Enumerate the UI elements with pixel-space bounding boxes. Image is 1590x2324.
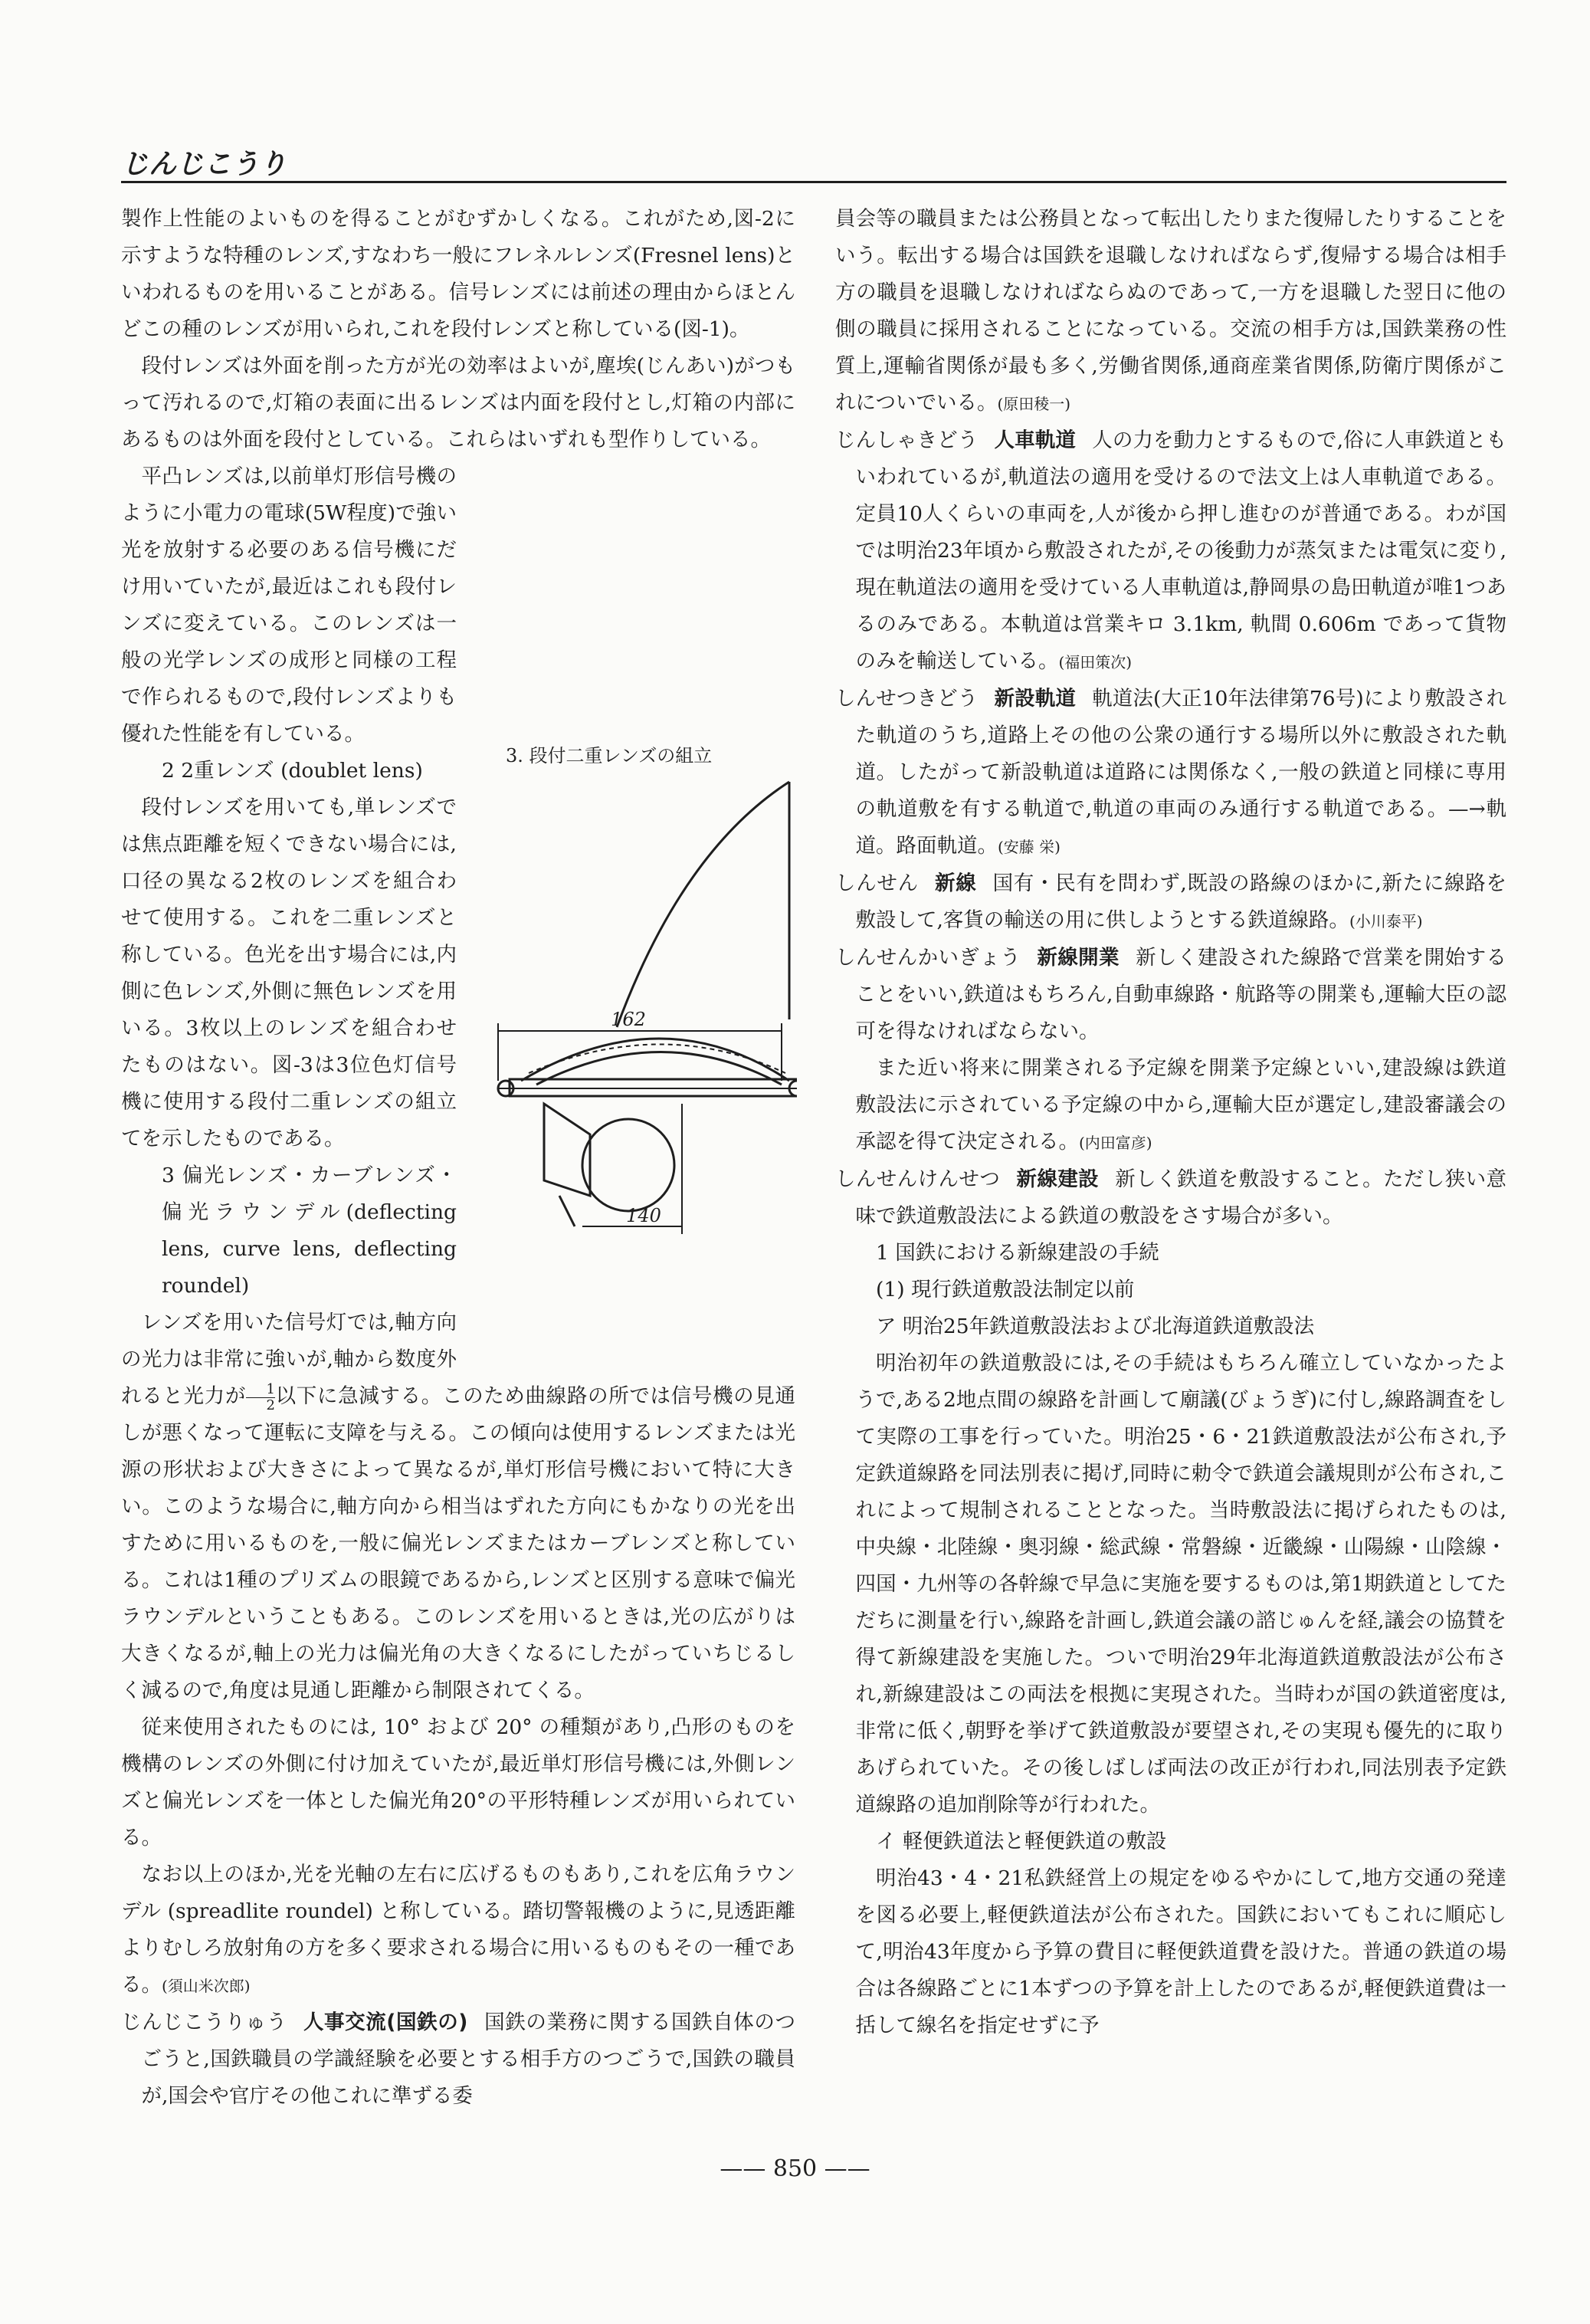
paragraph: 段付レンズは外面を削った方が光の効率はよいが,塵埃(じんあい)がつもって汚れるので,灯箱の表面に出るレンズは内面を段付とし,灯箱の内部にあるものは外面を段付としている。これらはいずれも型作りしている。 (121, 354, 795, 451)
paragraph: 明治43・4・21私鉄経営上の規定をゆるやかにして,地方交通の発達を図る必要上,軽便鉄道法が公布された。国鉄においてもこれに順応して,明治43年度から予算の費目に軽便鉄道費を設けた。普通の鉄道の場合は各線路ごとに1本ずつの予算を計上したのであるが,軽便鉄道費は一括して線名を指定せずに予 (855, 1866, 1506, 2037)
paragraph (121, 1856, 795, 2004)
housing-outline (617, 782, 789, 1027)
lens-assembly-drawing (452, 766, 797, 1242)
header-rule (121, 181, 1506, 183)
paragraph (835, 201, 1506, 422)
entry-headword: 新線開業 (1037, 946, 1120, 970)
right-column (835, 201, 1506, 2044)
section-heading: イ 軽便鉄道法と軽便鉄道の敷設 (876, 1830, 1167, 1853)
entry-reading: しんせんかいぎょう (835, 946, 1021, 970)
entry-headword: 人事交流(国鉄の) (303, 2011, 468, 2034)
page-number: —— 850 —— (720, 2155, 870, 2182)
entry-headword: 新線建設 (1016, 1167, 1100, 1191)
paragraph (835, 1050, 1506, 1161)
entry-reading: しんせんけんせつ (835, 1167, 1001, 1191)
dimension-label-162: 162 (611, 1009, 646, 1030)
text-run: 以下に急減する。このため曲線路の所では信号機の見通しが悪くなって運転に支障を与える。この傾向は使用するレンズまたは光源の形状および大きさによって異なるが,単灯形信号機において特に大きい。このような場合に,軸方向から相当はずれた方向にもかなりの光を出すために用いるものを,一般に偏光レンズまたはカーブレンズと称している。これは1種のプリズムの眼鏡であるから,レンズと区別する意味で偏光ラウンデルということもある。このレンズを用いるときは,光の広がりは大きくなるが,軸上の光力は偏光角の大きくなるにしたがっていちじるしく減るので,角度は見通し距離から制限されてくる。 (121, 1384, 796, 1702)
entry-text: 国有・民有を問わず,既設の路線のほかに,新たに線路を敷設して,客貨の輸送の用に供しようとする鉄道線路。 (855, 872, 1506, 932)
author-credit: (内田富彦) (1079, 1134, 1152, 1152)
paragraph: 平凸レンズは,以前単灯形信号機のように小電力の電球(5W程度)で強い光を放射する必要のある信号機にだけ用いていたが,最近はこれも段付レンズに変えている。このレンズは一般の光学レンズの成形と同様の工程で作られるもので,段付レンズよりも優れた性能を有している。 (121, 464, 457, 746)
entry-reading: じんしゃきどう (835, 428, 979, 452)
dictionary-entry (835, 940, 1506, 1050)
section-heading: ア 明治25年鉄道敷設法および北海道鉄道敷設法 (876, 1315, 1315, 1338)
text-run: また近い将来に開業される予定線を開業予定線といい,建設線は鉄道敷設法に示されている予定線の中から,運輸大臣が選定し,建設審議会の承認を得て決定される。 (855, 1056, 1506, 1154)
dictionary-entry (835, 422, 1506, 681)
paragraph: 段付レンズを用いても,単レンズでは焦点距離を短くできない場合には,口径の異なる2枚のレンズを組合わせて使用する。これを二重レンズと称している。色光を出す場合には,内側に色レンズ,外側に無色レンズを用いる。3枚以上のレンズを組合わせたものはない。図-3は3位色灯信号機に使用する段付二重レンズの組立てを示したものである。 (121, 796, 457, 1151)
lamp-bulb (582, 1119, 674, 1211)
text-run: レンズを用いた信号灯では,軸方向の光力は非常に強いが,軸から数度外れると光力が (121, 1311, 457, 1408)
dictionary-entry (835, 681, 1506, 865)
entry-text: 軌道法(大正10年法律第76号)により敷設された軌道のうち,道路上その他の公衆の通行する場所以外に敷設された軌道。したがって新設軌道は道路には関係なく,一般の鉄道と同様に専用の軌道敷を有する軌道で,軌道の車両のみ通行する軌道である。—→軌道。路面軌道。 (855, 687, 1507, 858)
lamp-socket (544, 1104, 590, 1196)
entry-reading: しんせん (835, 872, 919, 895)
paragraph: 明治初年の鉄道敷設には,その手続はもちろん確立していなかったようで,ある2地点間の線路を計画して廟議(びょうぎ)に付し,線路調査をして実際の工事を行っていた。明治25・6・21鉄道敷設法が公布され,予定鉄道線路を同法別表に掲げ,同時に勅令で鉄道会議規則が公布され,これによって規制されることとなった。当時敷設法に掲げられたものは,中央線・北陸線・奥羽線・総武線・常磐線・近畿線・山陽線・山陰線・四国・九州等の各幹線で早急に実施を要するものは,第1期鉄道としてただちに測量を行い,線路を計画し,鉄道会議の諮じゅんを経,議会の協賛を得て新線建設を実施した。ついで明治29年北海道鉄道敷設法が公布され,新線建設はこの両法を根拠に実現された。当時わが国の鉄道密度は,非常に低く,朝野を挙げて鉄道敷設が要望され,その実現も優先的に取りあげられていた。その後しばしば両法の改正が行われ,同法別表予定鉄道線路の追加削除等が行われた。 (855, 1351, 1506, 1817)
entry-headword: 新設軌道 (994, 687, 1076, 711)
entry-reading: しんせつきどう (835, 687, 979, 711)
dictionary-entry (121, 2004, 795, 2115)
entry-headword: 人車軌道 (994, 428, 1077, 452)
entry-text: 新しく建設された線路で営業を開始することをいい,鉄道はもちろん,自動車線路・航路等の開業も,運輸大臣の認可を得なければならない。 (855, 946, 1507, 1043)
socket-bracket (559, 1196, 575, 1226)
section-heading: (1) 現行鉄道敷設法制定以前 (876, 1278, 1135, 1302)
fraction-denominator: 2 (266, 1397, 275, 1413)
paragraph (121, 1305, 795, 1709)
fraction-numerator: 1 (246, 1382, 275, 1398)
entry-text: 新しく鉄道を敷設すること。ただし狭い意味で鉄道敷設法による鉄道の敷設をさす場合が多い。 (855, 1167, 1507, 1228)
dictionary-entry (835, 865, 1506, 940)
section-heading: 1 国鉄における新線建設の手続 (876, 1241, 1159, 1265)
author-credit: (原田稜一) (997, 395, 1071, 413)
dimension-label-140: 140 (626, 1205, 661, 1226)
text-run: なお以上のほか,光を光軸の左右に広げるものもあり,これを広角ラウンデル (spreadlite roundel) と称している。踏切警報機のように,見透距離よりむしろ放射角の方を多く要求される場合に用いるものもその一種である。 (121, 1863, 795, 1997)
dictionary-entry (835, 1161, 1506, 1235)
section-heading: 2 2重レンズ (doublet lens) (162, 759, 423, 783)
entry-text: 人の力を動力とするもので,俗に人車鉄道ともいわれているが,軌道法の適用を受けるので法文上は人車軌道である。定員10人くらいの車両を,人が後から押し進むのが普通である。わが国では明治23年頃から敷設されたが,その後動力が蒸気または電気に変り,現在軌道法の適用を受けている人車軌道は,静岡県の島田軌道が唯1つあるのみである。本軌道は営業キロ 3.1km, 軌間 0.606m であって貨物のみを輸送している。 (855, 428, 1507, 673)
fraction (246, 1382, 275, 1413)
author-credit: (小川泰平) (1349, 912, 1423, 931)
paragraph: 製作上性能のよいものを得ることがむずかしくなる。これがため,図-2に示すような特種のレンズ,すなわち一般にフレネルレンズ(Fresnel lens)といわれるものを用いることがある。信号レンズには前述の理由からほとんどこの種のレンズが用いられ,これを段付レンズと称している(図-1)。 (121, 207, 795, 341)
text-run: 員会等の職員または公務員となって転出したりまた復帰したりすることをいう。転出する場合は国鉄を退職しなければならず,復帰する場合は相手方の職員を退職しなければならぬのであって,一方を退職した翌日に他の側の職員に採用されることになっている。交流の相手方は,国鉄業務の性質上,運輸省関係が最も多く,労働省関係,通商産業省関係,防衛庁関係がこれについでいる。 (835, 207, 1506, 415)
author-credit: (須山米次郎) (162, 1977, 251, 1995)
entry-headword: 新線 (935, 872, 977, 895)
entry-reading: じんじこうりゅう (121, 2011, 287, 2034)
section-heading: 3 偏光レンズ・カーブレンズ・偏光ラウンデル(deflecting lens, curve lens, deflecting roundel) (162, 1164, 457, 1298)
figure-caption: 3. 段付二重レンズの組立 (506, 745, 713, 766)
paragraph: 従来使用されたものには, 10° および 20° の種類があり,凸形のものを機構のレンズの外側に付け加えていたが,最近単灯形信号機には,外側レンズと偏光レンズを一体とした偏光角20°の平形特種レンズが用いられている。 (121, 1715, 795, 1850)
running-header: じんじこうり (121, 149, 287, 180)
author-credit: (安藤 栄) (998, 838, 1061, 856)
entry-text: 国鉄の業務に関する国鉄自体のつごうと,国鉄職員の学識経験を必要とする相手方のつごうで,国鉄の職員が,国会や官庁その他これに準ずる委 (141, 2011, 795, 2108)
author-credit: (福田策次) (1058, 653, 1133, 671)
